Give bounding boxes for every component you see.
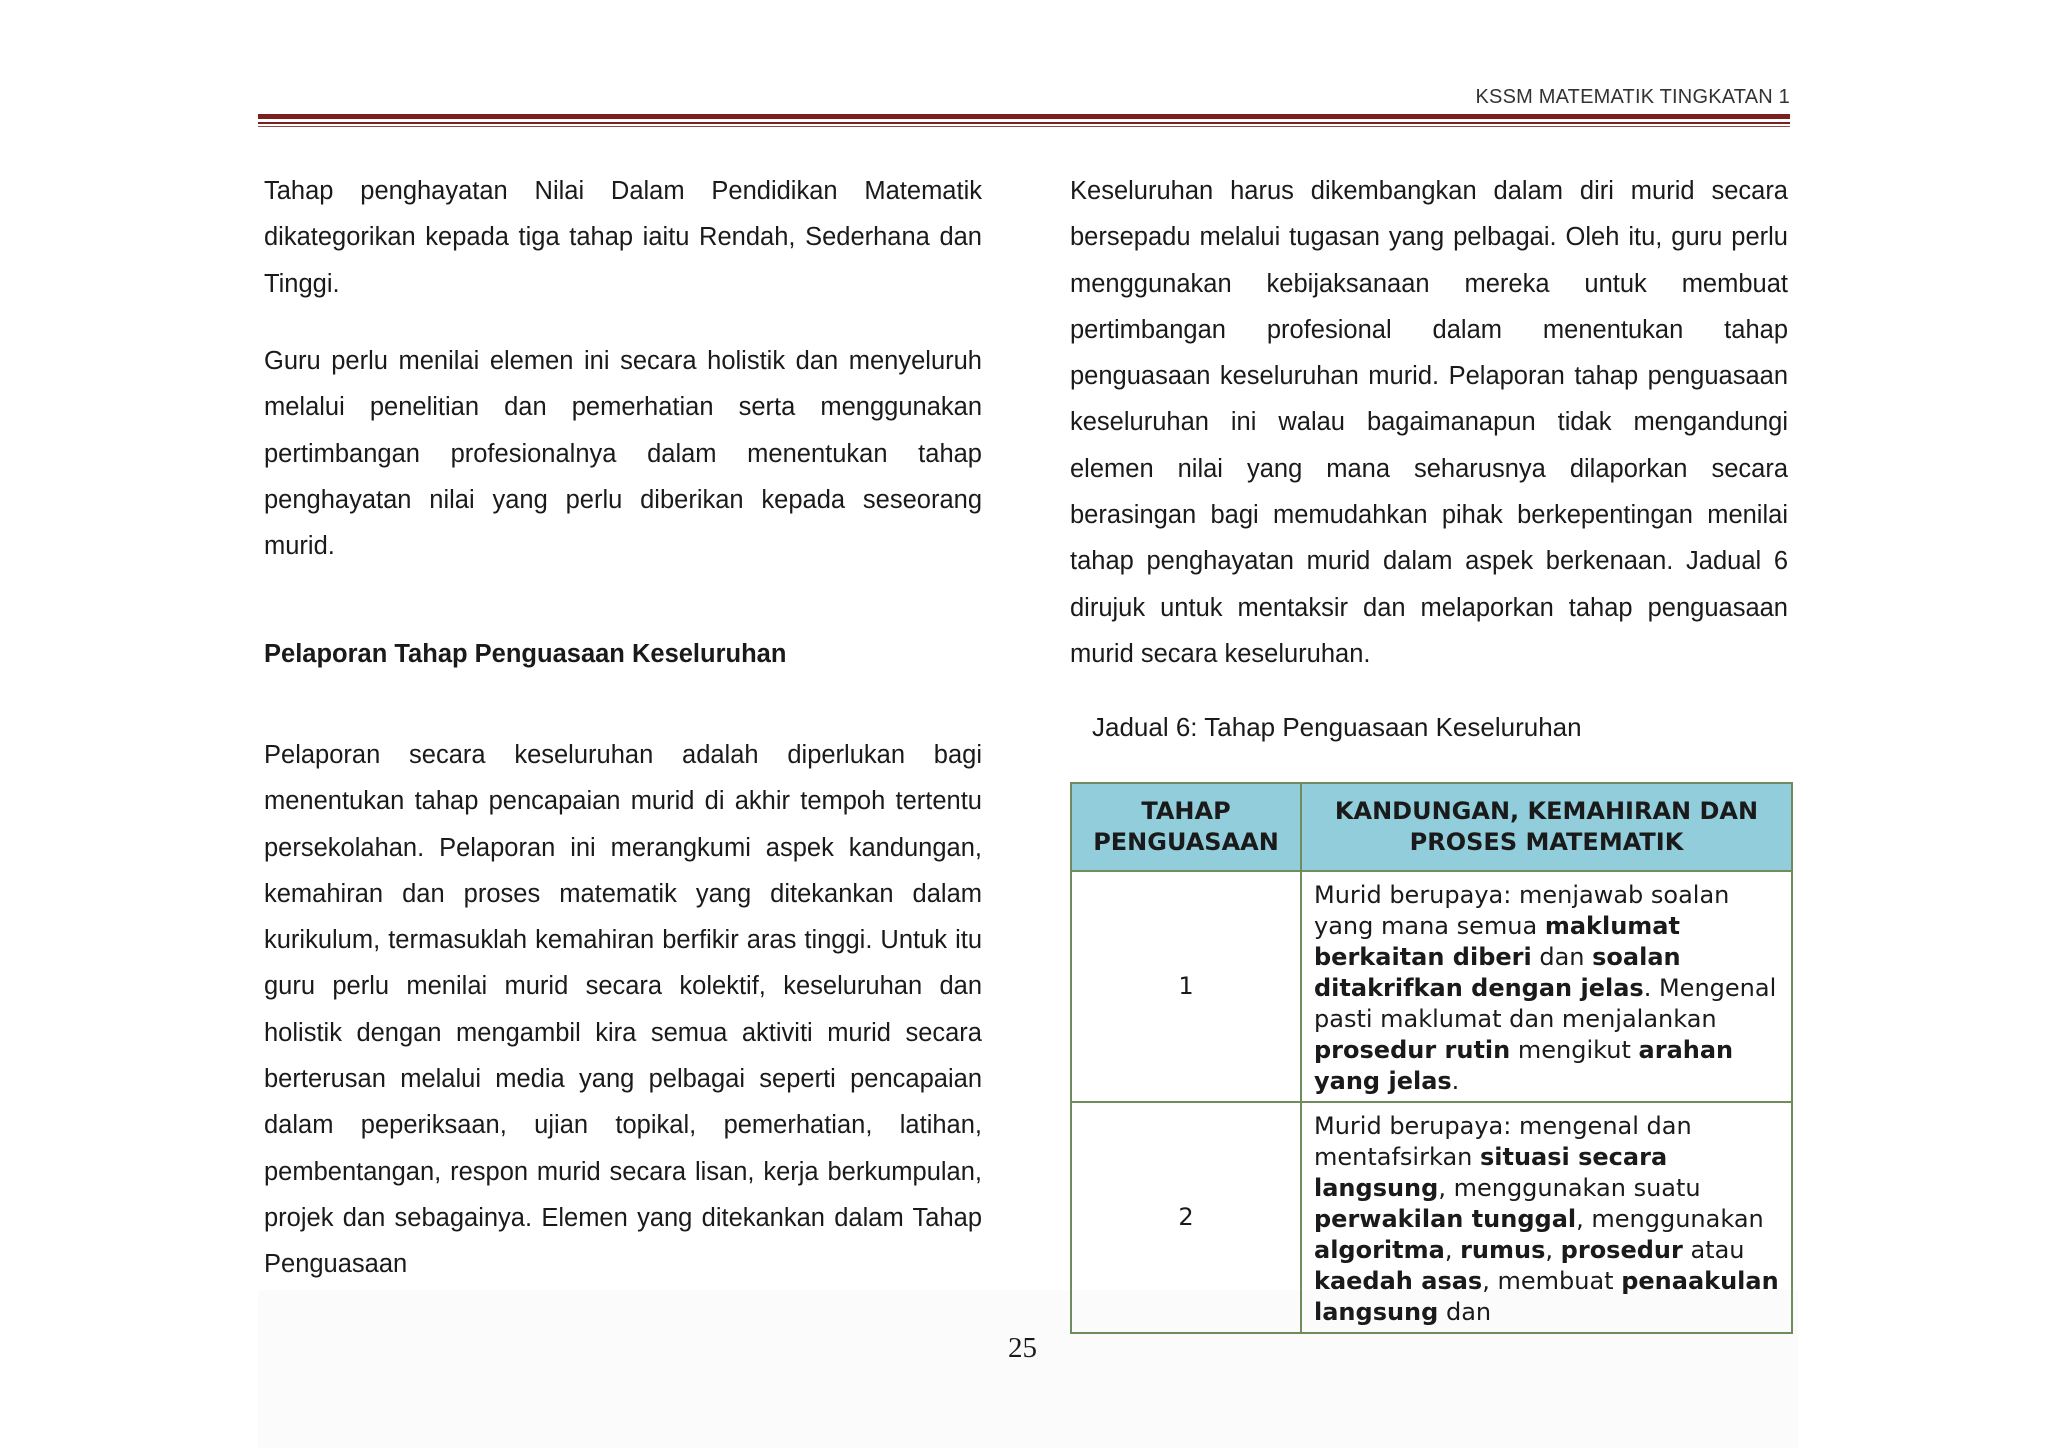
section-heading: Pelaporan Tahap Penguasaan Keseluruhan — [264, 640, 787, 668]
table-row — [1071, 1102, 1792, 1333]
left-paragraph-2-text: Guru perlu menilai elemen ini secara holistik dan menyeluruh melalui penelitian dan pemerhatian serta menggunakan pertimbangan profesionalnya dalam menentukan tahap penghayatan nilai yang perlu diberikan kepada seseorang murid. — [264, 347, 982, 561]
header-rule-thin — [258, 122, 1790, 124]
level-cell: 1 — [1071, 871, 1301, 1102]
running-header: KSSM MATEMATIK TINGKATAN 1 — [1475, 86, 1790, 108]
right-paragraph-1-text: Keseluruhan harus dikembangkan dalam diri murid secara bersepadu melalui tugasan yang pelbagai. Oleh itu, guru perlu menggunakan kebijaksanaan mereka untuk membuat pertimbangan profesional dalam menentukan tahap penguasaan keseluruhan murid. Pelaporan tahap penguasaan keseluruhan ini walau bagaimanapun tidak mengandungi elemen nilai yang mana seharusnya dilaporkan secara berasingan bagi memudahkan pihak berkepentingan menilai tahap penghayatan murid dalam aspek berkenaan. Jadual 6 dirujuk untuk mentaksir dan melaporkan tahap penguasaan murid secara keseluruhan. — [1070, 177, 1788, 668]
left-paragraph-3 — [264, 732, 982, 1288]
description-cell: Murid berupaya: menjawab soalan yang mana semua maklumat berkaitan diberi dan soalan ditakrifkan dengan jelas. Mengenal pasti maklumat dan menjalankan prosedur rutin mengikut arahan yang jelas. — [1301, 871, 1792, 1102]
header-rule-thick — [258, 114, 1790, 119]
left-paragraph-2 — [264, 338, 982, 569]
left-paragraph-1 — [264, 168, 982, 307]
left-paragraph-3-text: Pelaporan secara keseluruhan adalah diperlukan bagi menentukan tahap pencapaian murid di akhir tempoh tertentu persekolahan. Pelaporan ini merangkumi aspek kandungan, kemahiran dan proses matematik yang ditekankan dalam kurikulum, termasuklah kemahiran berfikir aras tinggi. Untuk itu guru perlu menilai murid secara kolektif, keseluruhan dan holistik dengan mengambil kira semua aktiviti murid secara berterusan melalui media yang pelbagai seperti pencapaian dalam peperiksaan, ujian topikal, pemerhatian, latihan, pembentangan, respon murid secara lisan, kerja berkumpulan, projek dan sebagainya. Elemen yang ditekankan dalam Tahap Penguasaan — [264, 741, 982, 1279]
mastery-level-table — [1070, 782, 1793, 1334]
table-header-row — [1071, 783, 1792, 871]
page-number: 25 — [1008, 1332, 1037, 1364]
right-paragraph-1 — [1070, 168, 1788, 677]
column-header-content: KANDUNGAN, KEMAHIRAN DAN PROSES MATEMATIK — [1301, 783, 1792, 871]
description-cell: Murid berupaya: mengenal dan mentafsirkan situasi secara langsung, menggunakan suatu perwakilan tunggal, menggunakan algoritma, rumus, prosedur atau kaedah asas, membuat penaakulan langsung dan — [1301, 1102, 1792, 1333]
left-paragraph-1-text: Tahap penghayatan Nilai Dalam Pendidikan Matematik dikategorikan kepada tiga tahap iaitu Rendah, Sederhana dan Tinggi. — [264, 177, 982, 298]
level-cell: 2 — [1071, 1102, 1301, 1333]
table-row — [1071, 871, 1792, 1102]
table-caption: Jadual 6: Tahap Penguasaan Keseluruhan — [1092, 712, 1582, 742]
column-header-level: TAHAP PENGUASAAN — [1071, 783, 1301, 871]
header-rule-thin-2 — [258, 126, 1790, 127]
